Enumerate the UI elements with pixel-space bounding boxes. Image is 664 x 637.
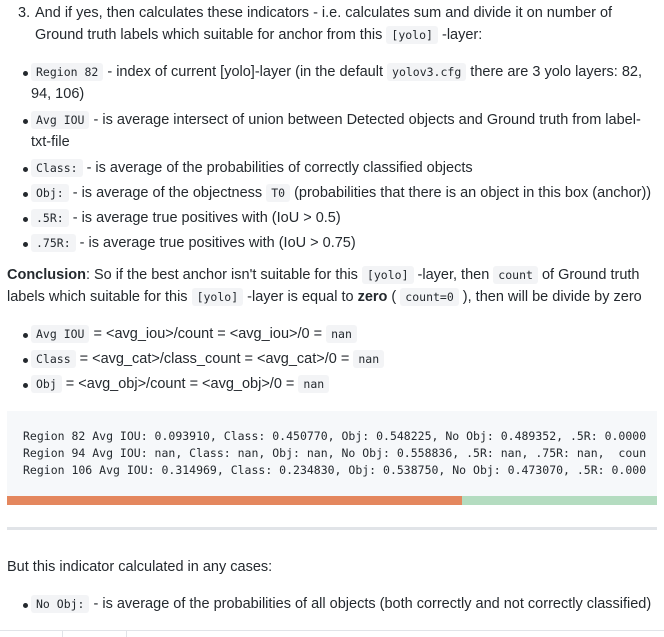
conclusion-text: -layer is equal to [243, 289, 358, 305]
conclusion-paragraph [7, 264, 657, 308]
footer-tick [126, 630, 127, 637]
log-line: Region 94 Avg IOU: nan, Class: nan, Obj: nan, No Obj: 0.558836, .5R: nan, .75R: nan, coun [23, 446, 647, 460]
indicator-code: Avg IOU [31, 111, 89, 129]
nan-value: nan [353, 350, 384, 368]
noobj-text: - is average of the probabilities of all objects (both correctly and not correctly classified) [89, 596, 652, 612]
conclusion-text: -layer, then [413, 267, 494, 283]
noobj-list [0, 593, 660, 615]
list-item [0, 157, 660, 179]
indicator-code: Region 82 [31, 63, 103, 81]
list-item [0, 109, 660, 153]
indicator-code: .75R: [31, 234, 76, 252]
conclusion-code: [yolo] [192, 288, 244, 306]
indicator-text: - is average true positives with (IoU > 0.5) [68, 210, 341, 226]
step-3-code: [yolo] [386, 26, 438, 44]
nan-text: = <avg_cat>/class_count = <avg_cat>/0 = [75, 351, 354, 367]
indicator-code: .5R: [31, 209, 69, 227]
noobj-code: No Obj: [31, 595, 89, 613]
list-item [0, 323, 660, 345]
step-number: 3. [18, 5, 31, 21]
nan-value: nan [326, 325, 357, 343]
nan-code: Obj [31, 375, 62, 393]
indicator-text: - is average true positives with (IoU > 0.75) [75, 235, 356, 251]
conclusion-text: ), then will be divide by zero [458, 289, 642, 305]
indicator-text-2: (probabilities that there is an object in this box (anchor)) [290, 185, 652, 201]
list-item [0, 232, 660, 254]
conclusion-bold: zero [357, 289, 388, 305]
footer-tick [62, 630, 63, 637]
indicator-text: - index of current [yolo]-layer (in the default [103, 64, 388, 80]
indicator-text-2: there are 3 yolo layers: 82, 94, 106) [31, 64, 642, 102]
conclusion-code: count [493, 266, 538, 284]
list-item [0, 593, 660, 615]
log-line: Region 82 Avg IOU: 0.093910, Class: 0.450770, Obj: 0.548225, No Obj: 0.489352, .5R: 0.0000 [23, 429, 647, 443]
list-item [0, 182, 660, 204]
nan-list [0, 323, 660, 395]
log-code-block[interactable] [7, 411, 657, 496]
indicator-list [0, 61, 660, 254]
nan-code: Class [31, 350, 76, 368]
indicator-text: - is average of the probabilities of correctly classified objects [82, 160, 473, 176]
but-paragraph: But this indicator calculated in any cases: [7, 559, 273, 575]
indicator-text: - is average intersect of union between Detected objects and Ground truth from label-txt-file [31, 112, 641, 150]
step-3-text-a: And if yes, then calculates these indicators - i.e. calculates sum and divide it on number of Ground truth labels which suitable for anchor from this [35, 5, 613, 43]
step-3-item [18, 2, 658, 46]
list-item [0, 207, 660, 229]
log-text [7, 411, 657, 496]
indicator-text: - is average of the objectness [68, 185, 267, 201]
log-line: Region 106 Avg IOU: 0.314969, Class: 0.234830, Obj: 0.538750, No Obj: 0.473070, .5R: 0.000 [23, 463, 647, 477]
step-3-text [35, 2, 658, 46]
conclusion-code: [yolo] [362, 266, 414, 284]
divider [7, 527, 657, 530]
conclusion-code: count=0 [400, 288, 458, 306]
nan-code: Avg IOU [31, 325, 89, 343]
code-horizontal-scrollbar[interactable] [7, 496, 657, 505]
nan-text: = <avg_iou>/count = <avg_iou>/0 = [89, 326, 327, 342]
indicator-code: Obj: [31, 184, 69, 202]
footer-divider [0, 630, 664, 631]
nan-value: nan [298, 375, 329, 393]
step-3-text-b: -layer: [441, 27, 483, 43]
scrollbar-thumb[interactable] [7, 496, 462, 505]
indicator-code-t0: T0 [266, 184, 290, 202]
conclusion-text: ( [387, 289, 401, 305]
list-item [0, 61, 660, 105]
list-item [0, 373, 660, 395]
indicator-code-file: yolov3.cfg [387, 63, 466, 81]
conclusion-text: of Ground truth labels which suitable for this [7, 267, 640, 305]
conclusion-text: : So if the best anchor isn't suitable for this [85, 267, 362, 283]
indicator-code: Class: [31, 159, 83, 177]
conclusion-label: Conclusion [7, 267, 86, 283]
list-item [0, 348, 660, 370]
nan-text: = <avg_obj>/count = <avg_obj>/0 = [61, 376, 299, 392]
